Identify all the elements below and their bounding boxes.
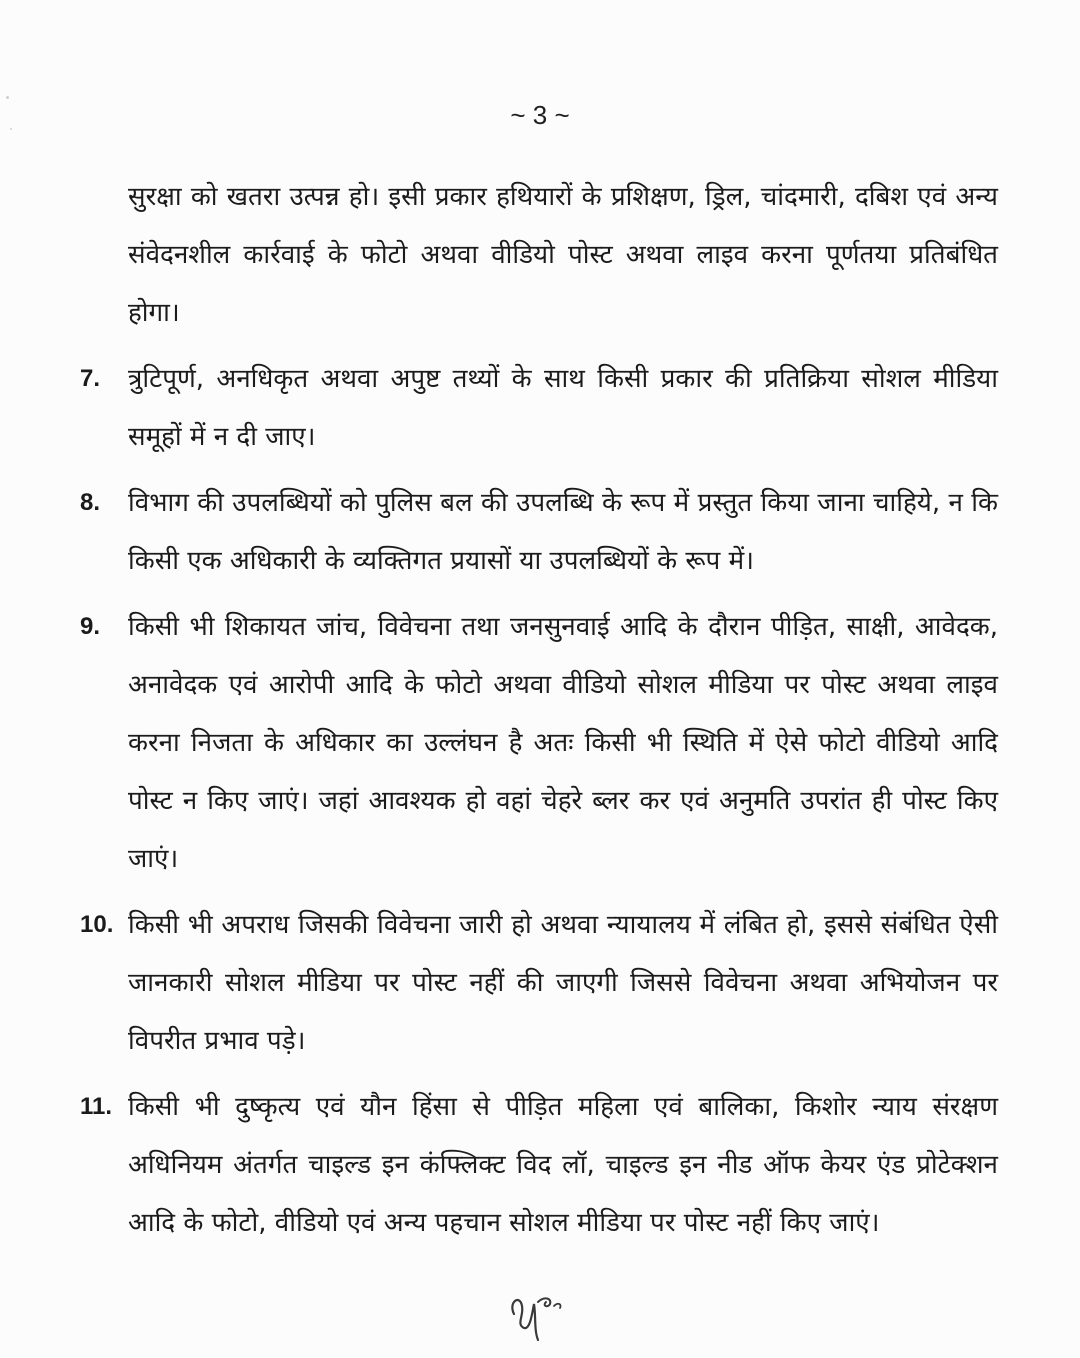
item-text: किसी भी शिकायत जांच, विवेचना तथा जनसुनवाई आदि के दौरान पीड़ित, साक्षी, आवेदक, अनावेदक एवं आरोपी आदि के फोटो अथवा वीडियो सोशल मीडिया पर पोस्ट अथवा लाइव करना निजता के अधिकार का उल्लंघन है अतः किसी भी स्थिति में ऐसे फोटो वीडियो आदि पोस्ट न किए जाएं। जहां आवश्यक हो वहां चेहरे ब्लर कर एवं अनुमति उपरांत ही पोस्ट किए जाएं। [128, 612, 998, 874]
document-body [76, 168, 998, 1252]
list-item [76, 896, 998, 1070]
intro-paragraph: सुरक्षा को खतरा उत्पन्न हो। इसी प्रकार हथियारों के प्रशिक्षण, ड्रिल, चांदमारी, दबिश एवं अन्य संवेदनशील कार्रवाई के फोटो अथवा वीडियो पोस्ट अथवा लाइव करना पूर्णतया प्रतिबंधित होगा। [128, 182, 998, 328]
item-number: 7. [80, 365, 101, 392]
item-text: विभाग की उपलब्धियों को पुलिस बल की उपलब्धि के रूप में प्रस्तुत किया जाना चाहिये, न कि किसी एक अधिकारी के व्यक्तिगत प्रयासों या उपलब्धियों के रूप में। [128, 488, 998, 576]
list-item [76, 1078, 998, 1252]
scan-speck [6, 96, 9, 99]
item-text: किसी भी दुष्कृत्य एवं यौन हिंसा से पीड़ित महिला एवं बालिका, किशोर न्याय संरक्षण अधिनियम अंतर्गत चाइल्ड इन कंफ्लिक्ट विद लॉ, चाइल्ड इन नीड ऑफ केयर एंड प्रोटेक्शन आदि के फोटो, वीडियो एवं अन्य पहचान सोशल मीडिया पर पोस्ट नहीं किए जाएं। [128, 1092, 998, 1238]
item-number: 8. [80, 489, 101, 516]
item-text: त्रुटिपूर्ण, अनधिकृत अथवा अपुष्ट तथ्यों के साथ किसी प्रकार की प्रतिक्रिया सोशल मीडिया समूहों में न दी जाए। [128, 364, 998, 452]
item-number: 9. [80, 613, 101, 640]
signature-initials [500, 1284, 570, 1344]
list-item [76, 474, 998, 590]
item-text: किसी भी अपराध जिसकी विवेचना जारी हो अथवा न्यायालय में लंबित हो, इससे संबंधित ऐसी जानकारी सोशल मीडिया पर पोस्ट नहीं की जाएगी जिससे विवेचना अथवा अभियोजन पर विपरीत प्रभाव पड़े। [128, 910, 998, 1056]
list-item [76, 598, 998, 888]
list-item [76, 350, 998, 466]
item-number: 10. [80, 911, 114, 938]
page-number: ~ 3 ~ [510, 100, 570, 130]
item-number: 11. [80, 1093, 113, 1120]
